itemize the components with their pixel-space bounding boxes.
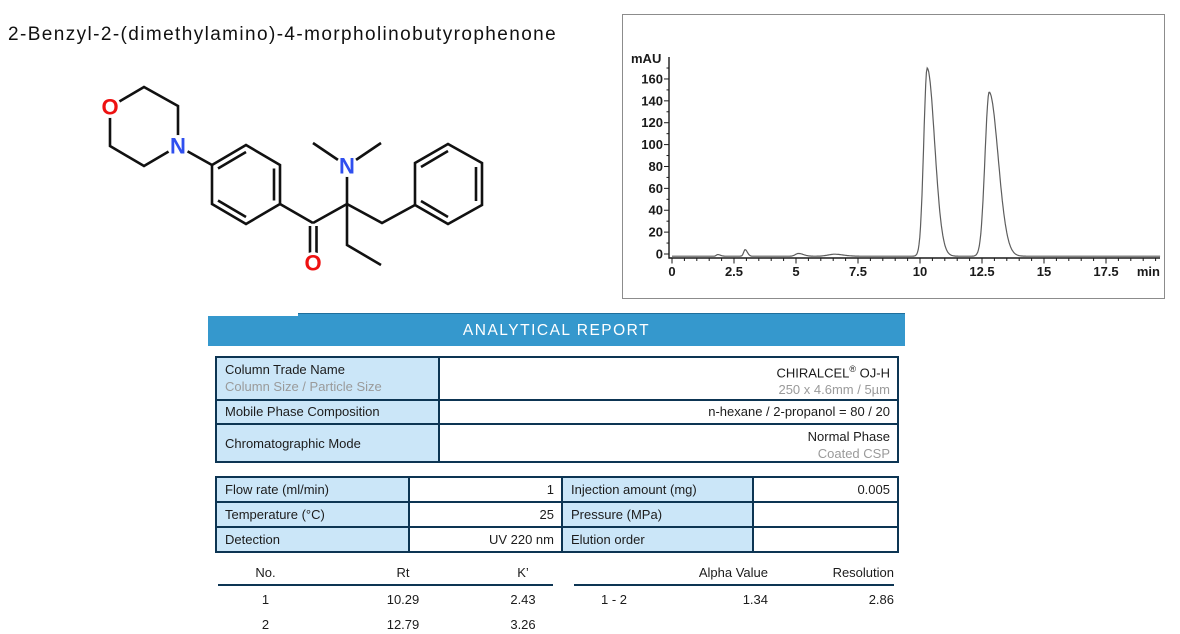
column-trade-name-label bbox=[217, 358, 440, 399]
report-header-bar bbox=[208, 316, 905, 346]
chromatogram-curve bbox=[672, 68, 1160, 256]
table-row bbox=[218, 588, 553, 611]
svg-text:7.5: 7.5 bbox=[848, 264, 868, 279]
peak-k: 2.43 bbox=[510, 592, 536, 607]
y-axis-ticks bbox=[641, 68, 669, 261]
pressure-label: Pressure (MPa) bbox=[563, 503, 754, 526]
peak-rt: 12.79 bbox=[386, 617, 420, 632]
table-row bbox=[217, 526, 897, 551]
molecule-structure bbox=[85, 70, 505, 280]
table-row bbox=[574, 588, 894, 611]
svg-text:60: 60 bbox=[648, 180, 663, 196]
col-header-alpha: Alpha Value bbox=[698, 564, 768, 580]
value-line: CHIRALCEL® OJ-H bbox=[776, 364, 890, 381]
peak-k: 3.26 bbox=[510, 617, 536, 632]
svg-text:100: 100 bbox=[641, 137, 663, 153]
y-axis-unit-label: mAU bbox=[631, 51, 662, 66]
compound-title: 2-Benzyl-2-(dimethylamino)-4-morpholinobutyrophenone bbox=[8, 24, 558, 45]
table-row bbox=[217, 478, 897, 501]
subvalue-line: Coated CSP bbox=[817, 446, 890, 461]
col-header-k: K’ bbox=[517, 564, 529, 580]
conditions-table bbox=[215, 356, 899, 463]
svg-text:12.5: 12.5 bbox=[969, 264, 995, 279]
chromatogram-chart bbox=[623, 15, 1162, 296]
quaternary-bonds bbox=[313, 171, 347, 223]
bond-skeleton bbox=[110, 87, 482, 265]
svg-text:160: 160 bbox=[641, 71, 663, 87]
pressure-value bbox=[754, 503, 897, 526]
morpholine-nitrogen-label: N bbox=[170, 133, 186, 159]
chromatogram-panel bbox=[622, 14, 1165, 299]
axes-lines bbox=[669, 57, 1160, 258]
results-table-right bbox=[574, 560, 894, 611]
column-trade-name-value bbox=[440, 358, 897, 399]
peak-no: 1 bbox=[261, 592, 270, 607]
peak-rt: 10.29 bbox=[386, 592, 420, 607]
svg-text:20: 20 bbox=[648, 224, 663, 240]
svg-text:40: 40 bbox=[648, 202, 663, 218]
detection-value: UV 220 nm bbox=[410, 528, 563, 551]
carbonyl-oxygen-label: O bbox=[304, 250, 322, 276]
mobile-phase-label: Mobile Phase Composition bbox=[217, 401, 440, 423]
svg-text:10: 10 bbox=[912, 264, 928, 279]
svg-text:5: 5 bbox=[792, 264, 800, 279]
sublabel-line: Column Size / Particle Size bbox=[225, 379, 382, 394]
svg-text:80: 80 bbox=[648, 158, 663, 174]
dimethylamino-nitrogen-label: N bbox=[339, 153, 355, 179]
label-line: Column Trade Name bbox=[225, 362, 345, 377]
results-header-row bbox=[218, 560, 553, 586]
table-row bbox=[218, 613, 553, 634]
chromatographic-mode-value bbox=[440, 425, 897, 461]
table-row bbox=[217, 358, 897, 399]
resolution-value: 2.86 bbox=[868, 592, 894, 607]
morpholine-oxygen-label: O bbox=[101, 94, 119, 120]
atom-label-masks bbox=[99, 96, 358, 274]
svg-text:17.5: 17.5 bbox=[1093, 264, 1119, 279]
value-line: Normal Phase bbox=[807, 429, 890, 444]
chromatographic-mode-label: Chromatographic Mode bbox=[217, 425, 440, 461]
temperature-label: Temperature (°C) bbox=[217, 503, 410, 526]
detection-label: Detection bbox=[217, 528, 410, 551]
injection-amount-label: Injection amount (mg) bbox=[563, 478, 754, 501]
elution-order-label: Elution order bbox=[563, 528, 754, 551]
flow-rate-label: Flow rate (ml/min) bbox=[217, 478, 410, 501]
phenyl-double-bonds bbox=[421, 151, 476, 217]
elution-order-value bbox=[754, 528, 897, 551]
svg-text:0: 0 bbox=[655, 246, 663, 262]
svg-text:140: 140 bbox=[641, 93, 663, 109]
svg-text:120: 120 bbox=[641, 115, 663, 131]
svg-text:15: 15 bbox=[1036, 264, 1052, 279]
phenyl-ring bbox=[415, 144, 482, 224]
table-row bbox=[217, 423, 897, 461]
x-axis-unit-label: min bbox=[1136, 264, 1160, 279]
svg-text:0: 0 bbox=[668, 264, 676, 279]
aryl-carbonyl-bond bbox=[280, 204, 313, 223]
table-row bbox=[217, 399, 897, 423]
flow-rate-value: 1 bbox=[410, 478, 563, 501]
col-header-no: No. bbox=[255, 564, 276, 580]
temperature-value: 25 bbox=[410, 503, 563, 526]
phenylene-ring bbox=[212, 145, 280, 224]
benzyl-bonds bbox=[347, 204, 415, 223]
alpha-value: 1.34 bbox=[742, 592, 768, 607]
mobile-phase-value: n-hexane / 2-propanol = 80 / 20 bbox=[708, 404, 890, 419]
phenylene-double-bonds bbox=[218, 152, 274, 217]
table-row bbox=[217, 501, 897, 526]
carbonyl-double-bond bbox=[310, 226, 317, 253]
x-axis-ticks bbox=[668, 258, 1155, 279]
results-header-row bbox=[574, 560, 894, 586]
morpholine-ring bbox=[110, 87, 178, 166]
col-header-rt: Rt bbox=[396, 564, 410, 580]
parameters-table bbox=[215, 476, 899, 553]
results-table-left bbox=[218, 560, 553, 634]
injection-amount-value: 0.005 bbox=[857, 482, 890, 497]
report-header-title: ANALYTICAL REPORT bbox=[462, 322, 651, 339]
col-header-resolution: Resolution bbox=[832, 564, 894, 580]
peak-no: 2 bbox=[261, 617, 270, 632]
peak-pair: 1 - 2 bbox=[600, 592, 627, 607]
subvalue-line: 250 x 4.6mm / 5µm bbox=[778, 382, 890, 398]
svg-text:2.5: 2.5 bbox=[724, 264, 744, 279]
